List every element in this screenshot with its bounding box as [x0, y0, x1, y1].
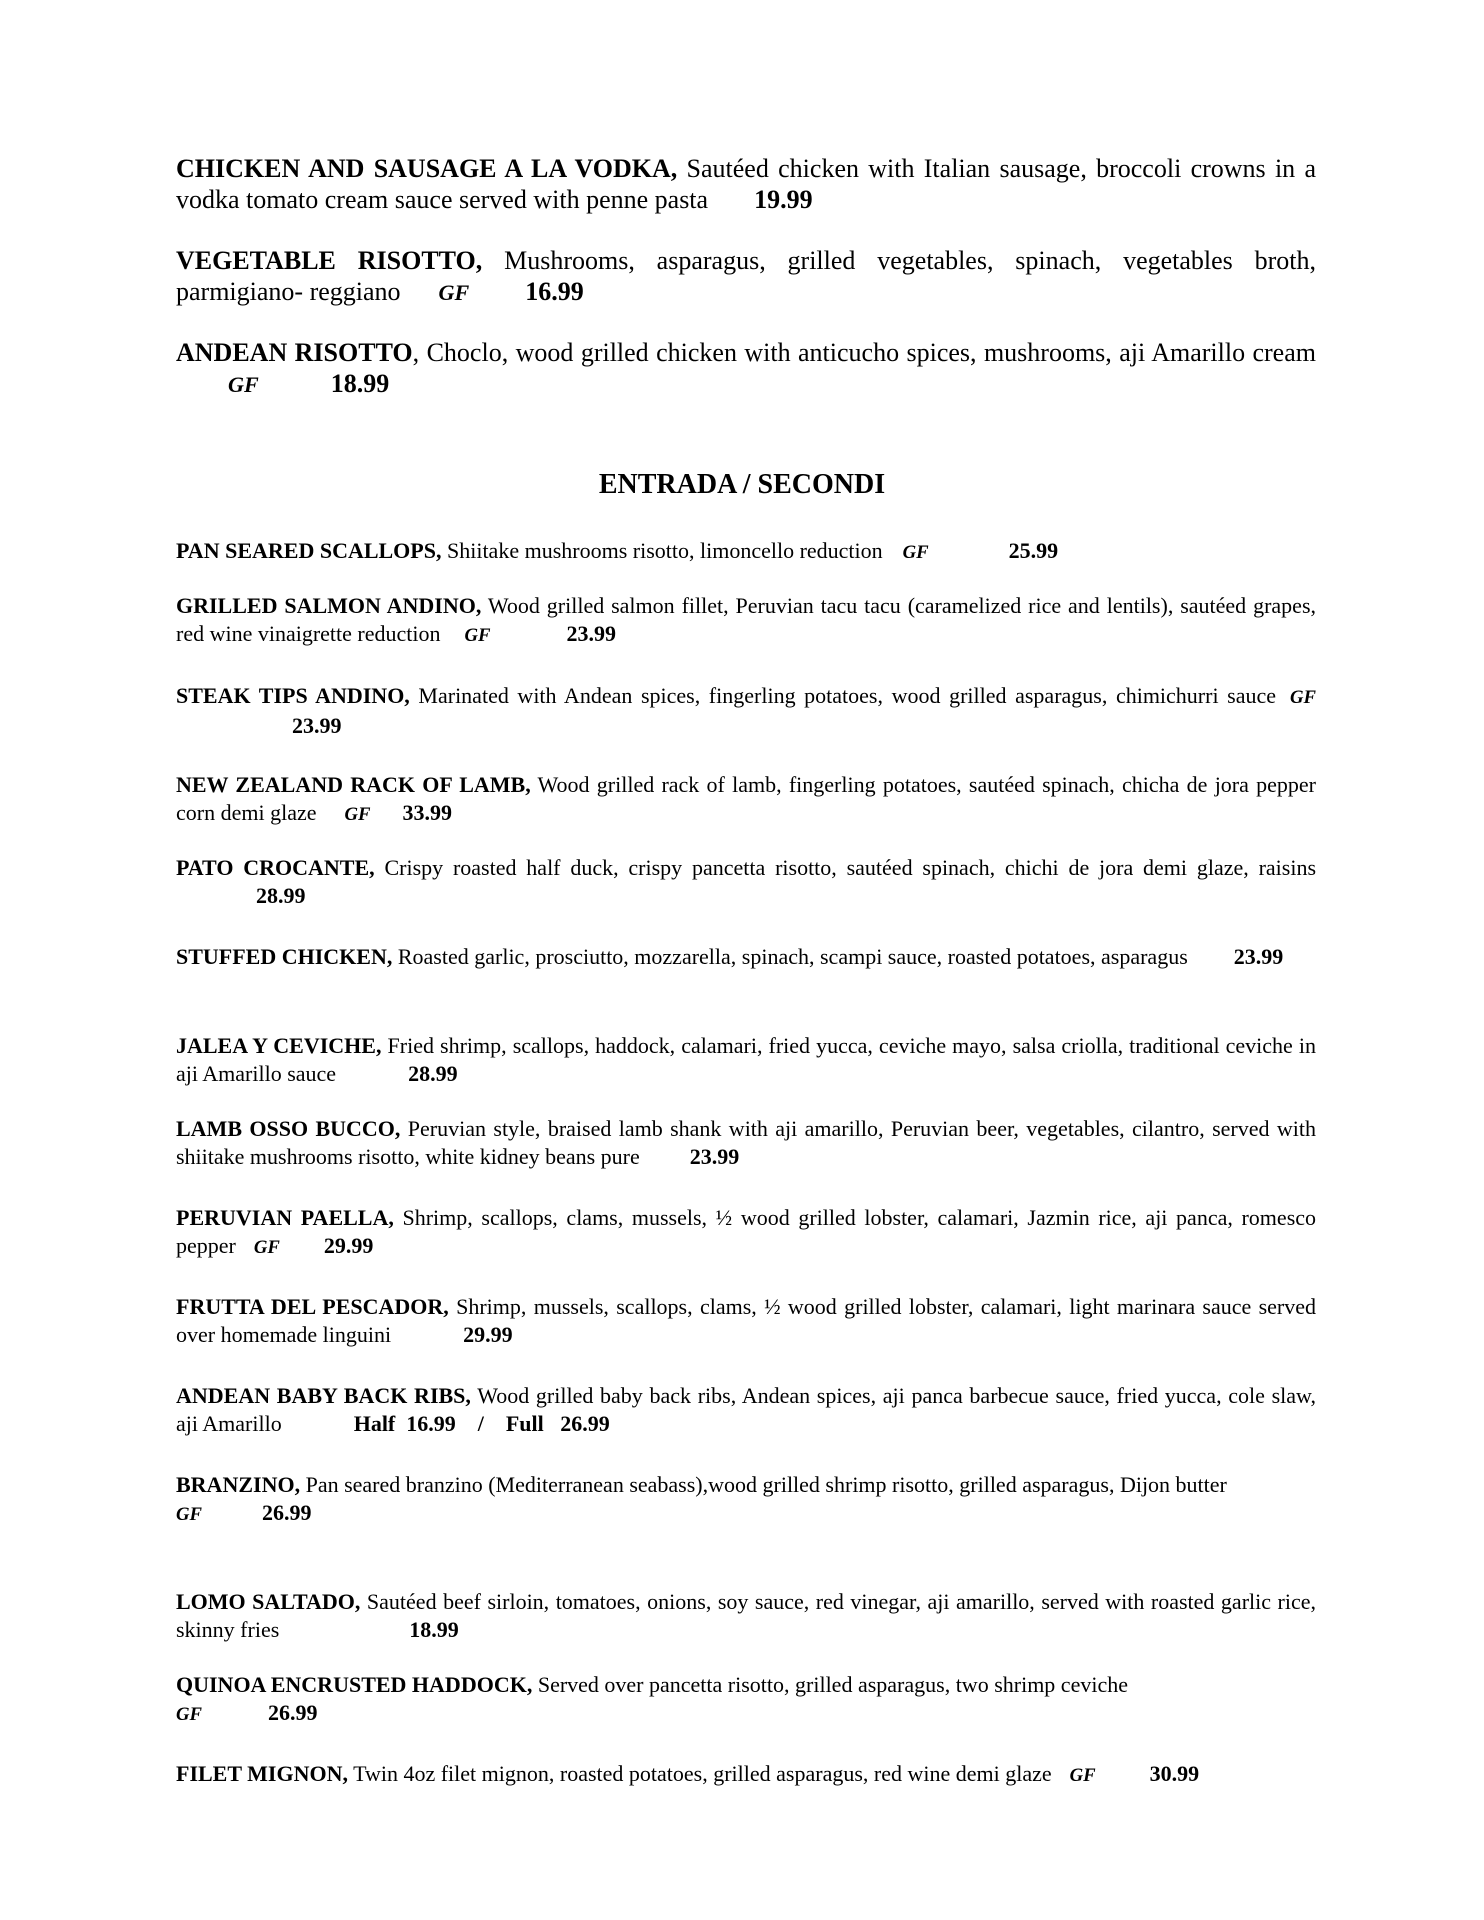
menu-item-branzino — [176, 1471, 1316, 1529]
item-description: Peruvian style, braised lamb shank with aji amarillo, Peruvian beer, vegetables, cilantro, served with shiitake mushrooms risotto, white kidney beans pure — [176, 1116, 1316, 1169]
item-name: FILET MIGNON, — [176, 1761, 348, 1786]
item-description: , Choclo, wood grilled chicken with anticucho spices, mushrooms, aji Amarillo cream — [412, 338, 1316, 367]
item-name: BRANZINO, — [176, 1472, 301, 1497]
item-description: Mushrooms, asparagus, grilled vegetables, spinach, vegetables broth, parmigiano- reggiano — [176, 246, 1317, 306]
item-price: 29.99 — [463, 1322, 513, 1347]
item-description: Sautéed beef sirloin, tomatoes, onions, soy sauce, red vinegar, aji amarillo, served with roasted garlic rice, skinny fries — [176, 1589, 1317, 1642]
menu-item-chicken-sausage-vodka — [176, 153, 1316, 215]
menu-item-lamb-osso-bucco — [176, 1115, 1316, 1171]
item-price: 16.99 — [525, 277, 584, 306]
menu-item-jalea-y-ceviche — [176, 1032, 1316, 1088]
item-name: STEAK TIPS ANDINO, — [176, 683, 410, 708]
gf-badge: GF — [1290, 687, 1317, 708]
gf-badge: GF — [464, 625, 491, 646]
item-name: QUINOA ENCRUSTED HADDOCK, — [176, 1672, 533, 1697]
item-name: LAMB OSSO BUCCO, — [176, 1116, 401, 1141]
menu-item-frutta-del-pescador — [176, 1293, 1316, 1349]
menu-item-stuffed-chicken — [176, 943, 1316, 971]
item-name: NEW ZEALAND RACK OF LAMB, — [176, 772, 531, 797]
gf-badge: GF — [344, 804, 371, 825]
item-price: 26.99 — [267, 1700, 318, 1725]
item-price: 28.99 — [256, 883, 306, 908]
gf-badge: GF — [438, 280, 470, 305]
item-price: 19.99 — [754, 185, 813, 214]
menu-item-pato-crocante — [176, 854, 1316, 910]
item-price: 29.99 — [323, 1233, 374, 1258]
item-name: PAN SEARED SCALLOPS, — [176, 538, 442, 563]
item-description: Crispy roasted half duck, crispy pancetta risotto, sautéed spinach, chichi de jora demi glaze, raisins — [384, 855, 1317, 880]
item-name: PERUVIAN PAELLA, — [176, 1205, 394, 1230]
gf-badge: GF — [228, 372, 259, 397]
item-price: 25.99 — [1008, 538, 1059, 563]
item-description: Marinated with Andean spices, fingerling potatoes, wood grilled asparagus, chimichurri sauce — [418, 683, 1277, 708]
item-name: ANDEAN RISOTTO — [176, 338, 413, 367]
item-price: Half 16.99 / Full 26.99 — [353, 1411, 610, 1436]
menu-item-vegetable-risotto — [176, 245, 1316, 308]
item-description: Wood grilled rack of lamb, fingerling potatoes, sautéed spinach, chicha de jora pepper corn demi glaze — [176, 772, 1316, 825]
menu-item-quinoa-encrusted-haddock — [176, 1671, 1316, 1729]
gf-badge: GF — [253, 1237, 280, 1258]
item-name: FRUTTA DEL PESCADOR, — [176, 1294, 449, 1319]
item-description: Twin 4oz filet mignon, roasted potatoes, grilled asparagus, red wine demi glaze — [353, 1761, 1052, 1786]
item-description: Shrimp, scallops, clams, mussels, ½ wood grilled lobster, calamari, Jazmin rice, aji panca, romesco pepper — [176, 1205, 1317, 1258]
menu-item-andean-risotto — [176, 337, 1316, 400]
item-description: Shiitake mushrooms risotto, limoncello reduction — [446, 538, 883, 563]
item-price: 28.99 — [408, 1061, 458, 1086]
item-price: 33.99 — [402, 800, 452, 825]
item-description: Roasted garlic, prosciutto, mozzarella, spinach, scampi sauce, roasted potatoes, asparagus — [397, 944, 1188, 969]
item-name: LOMO SALTADO, — [176, 1589, 361, 1614]
gf-badge: GF — [1069, 1765, 1096, 1786]
item-description: Pan seared branzino (Mediterranean seabass),wood grilled shrimp risotto, grilled asparagus, Dijon butter — [305, 1472, 1227, 1497]
item-name: STUFFED CHICKEN, — [176, 944, 393, 969]
menu-item-peruvian-paella — [176, 1204, 1316, 1262]
menu-item-lomo-saltado — [176, 1588, 1316, 1644]
item-price: 18.99 — [330, 369, 390, 398]
menu-item-new-zealand-rack-of-lamb — [176, 771, 1316, 829]
gf-badge: GF — [176, 1704, 202, 1725]
section-title: ENTRADA / SECONDI — [598, 469, 886, 500]
item-name: GRILLED SALMON ANDINO, — [176, 593, 482, 618]
menu-item-pan-seared-scallops — [176, 537, 1316, 567]
item-price: 18.99 — [409, 1617, 459, 1642]
gf-badge: GF — [902, 542, 929, 563]
item-price: 23.99 — [292, 713, 342, 738]
item-name: ANDEAN BABY BACK RIBS, — [176, 1383, 471, 1408]
item-description: Wood grilled baby back ribs, Andean spices, aji panca barbecue sauce, fried yucca, cole slaw, aji Amarillo — [176, 1383, 1316, 1436]
menu-item-filet-mignon — [176, 1760, 1316, 1790]
item-description: Fried shrimp, scallops, haddock, calamari, fried yucca, ceviche mayo, salsa criolla, traditional ceviche in aji Amarillo sauce — [176, 1033, 1316, 1086]
item-description: Shrimp, mussels, scallops, clams, ½ wood grilled lobster, calamari, light marinara sauce served over homemade linguini — [176, 1294, 1317, 1347]
item-name: JALEA Y CEVICHE, — [176, 1033, 382, 1058]
item-name: VEGETABLE RISOTTO, — [176, 246, 483, 275]
menu-item-grilled-salmon-andino — [176, 592, 1316, 650]
menu-item-steak-tips-andino — [176, 682, 1316, 740]
item-description: Served over pancetta risotto, grilled asparagus, two shrimp ceviche — [537, 1672, 1128, 1697]
item-description: Sautéed chicken with Italian sausage, broccoli crowns in a vodka tomato cream sauce served with penne pasta — [176, 154, 1317, 214]
item-description: Wood grilled salmon fillet, Peruvian tacu tacu (caramelized rice and lentils), sautéed grapes, red wine vinaigrette reduction — [176, 593, 1317, 646]
item-price: 23.99 — [566, 621, 616, 646]
item-name: PATO CROCANTE, — [176, 855, 375, 880]
item-price: 23.99 — [689, 1144, 740, 1169]
item-price: 30.99 — [1149, 1761, 1200, 1786]
menu-item-andean-baby-back-ribs — [176, 1382, 1316, 1438]
item-name: CHICKEN AND SAUSAGE A LA VODKA, — [176, 154, 678, 183]
item-price: 23.99 — [1233, 944, 1284, 969]
gf-badge: GF — [176, 1504, 202, 1525]
item-price: 26.99 — [261, 1500, 312, 1525]
